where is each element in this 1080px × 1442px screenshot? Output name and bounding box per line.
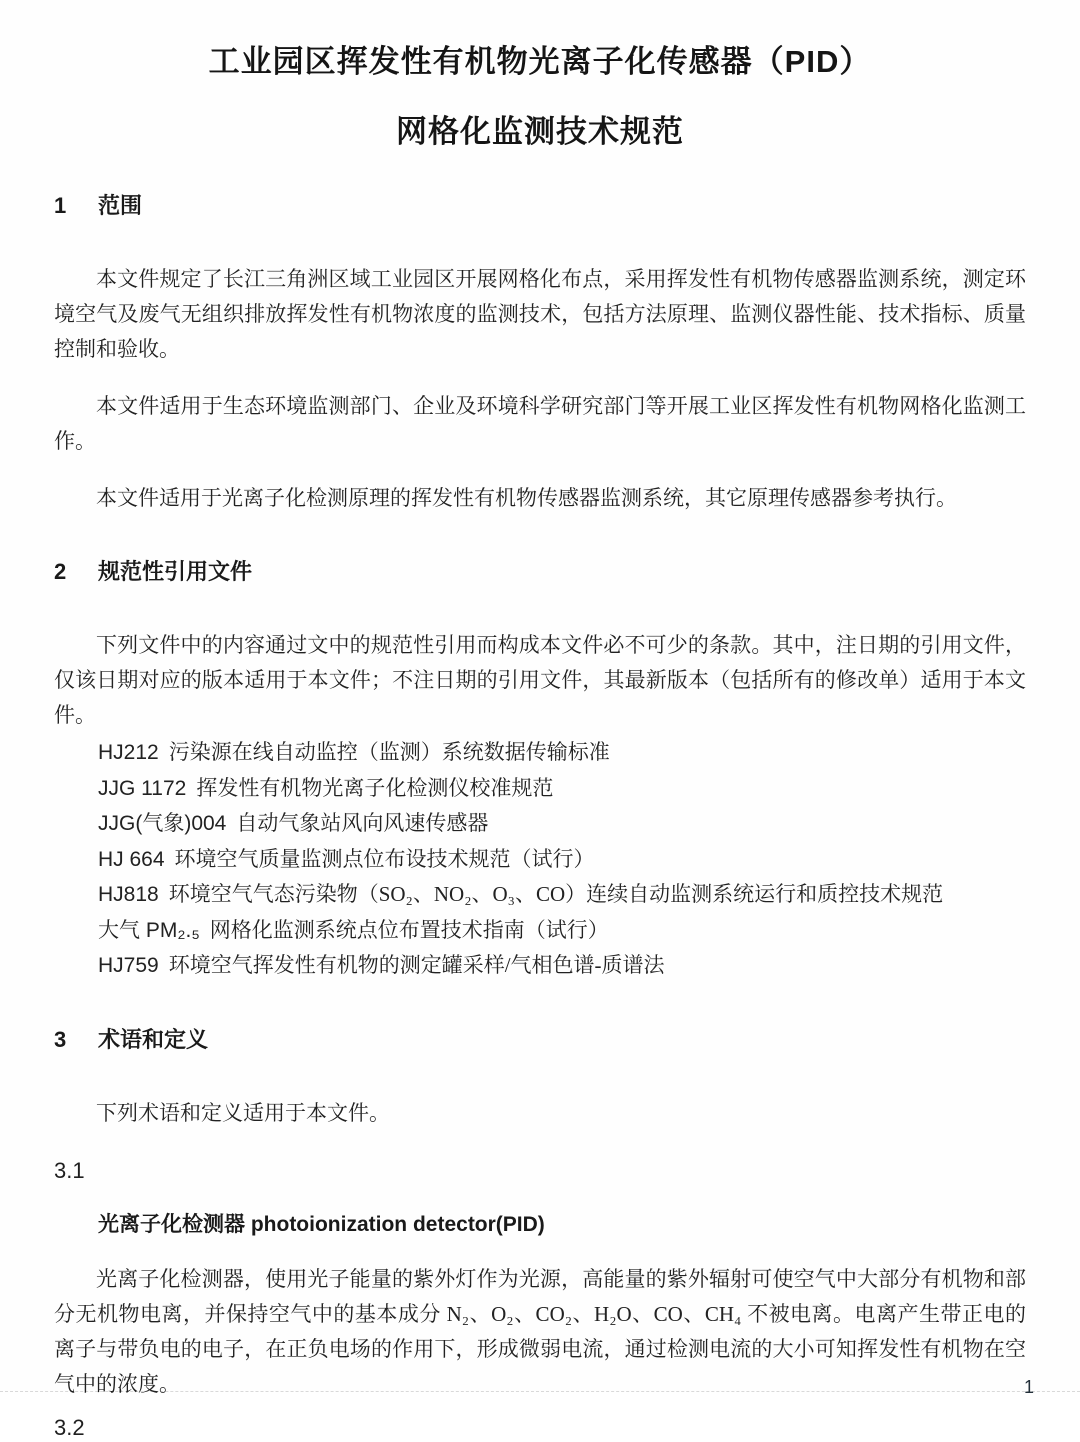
- term-3-1-heading: 光离子化检测器 photoionization detector(PID): [98, 1212, 545, 1236]
- reference-title: 网格化监测系统点位布置技术指南（试行）: [209, 917, 609, 942]
- doc-title-line1: 工业园区挥发性有机物光离子化传感器（PID）: [208, 44, 872, 79]
- section-1-paragraph-3: 本文件适用于光离子化检测原理的挥发性有机物传感器监测系统，其它原理传感器参考执行。: [96, 486, 957, 510]
- section-3-intro: 下列术语和定义适用于本文件。: [96, 1100, 390, 1125]
- reference-code: HJ 664: [98, 847, 165, 871]
- reference-title: 自动气象站风向风速传感器: [236, 811, 489, 835]
- section-2-title: 规范性引用文件: [98, 559, 253, 584]
- doc-title-line2: 网格化监测技术规范: [396, 114, 684, 149]
- reference-title: 挥发性有机物光离子化检测仪校准规范: [196, 775, 554, 800]
- section-1-title: 范围: [98, 193, 143, 218]
- reference-item: [98, 735, 1026, 771]
- reference-item: [98, 948, 1026, 984]
- section-1-number: 1: [54, 193, 67, 218]
- reference-list: [54, 735, 1026, 984]
- section-3-title: 术语和定义: [98, 1026, 209, 1052]
- reference-code: JJG 1172: [98, 776, 187, 800]
- section-2-intro: 下列文件中的内容通过文中的规范性引用而构成本文件必不可少的条款。其中，注日期的引用文件，仅该日期对应的版本适用于本文件；不注日期的引用文件，其最新版本（包括所有的修改单）适用于本文件。: [54, 633, 1026, 727]
- section-2-heading: [54, 558, 1026, 586]
- term-3-2-number: 3.2: [54, 1414, 85, 1440]
- reference-item: [98, 842, 1026, 878]
- reference-code: HJ818: [98, 883, 159, 906]
- reference-title: 环境空气质量监测点位布设技术规范（试行）: [174, 846, 595, 871]
- section-3-heading: [54, 1026, 1026, 1054]
- reference-code: HJ759: [98, 954, 159, 977]
- section-2-number: 2: [54, 559, 67, 584]
- reference-item: [98, 913, 1026, 949]
- reference-code: 大气 PM₂.₅: [98, 918, 200, 942]
- reference-item: [98, 877, 1026, 913]
- reference-item: [98, 806, 1026, 842]
- page-number: 1: [1023, 1377, 1034, 1397]
- reference-item: [98, 771, 1026, 807]
- term-3-1-number: 3.1: [54, 1157, 85, 1183]
- reference-code: JJG(气象)004: [98, 812, 227, 835]
- reference-title: 环境空气气态污染物（SO₂、NO₂、O₃、CO）连续自动监测系统运行和质控技术规范: [168, 882, 944, 906]
- section-1-paragraph-1: 本文件规定了长江三角洲区域工业园区开展网格化布点，采用挥发性有机物传感器监测系统，测定环境空气及废气无组织排放挥发性有机物浓度的监测技术，包括方法原理、监测仪器性能、技术指标、质量控制和验收。: [54, 267, 1026, 361]
- section-3-number: 3: [54, 1026, 67, 1052]
- section-1-heading: [54, 192, 1026, 220]
- reference-title: 环境空气挥发性有机物的测定罐采样/气相色谱-质谱法: [168, 953, 665, 977]
- section-1-paragraph-2: 本文件适用于生态环境监测部门、企业及环境科学研究部门等开展工业区挥发性有机物网格化监测工作。: [54, 394, 1026, 453]
- reference-code: HJ212: [98, 741, 159, 764]
- term-3-1-definition: 光离子化检测器，使用光子能量的紫外灯作为光源，高能量的紫外辐射可使空气中大部分有机物和部分无机物电离，并保持空气中的基本成分 N₂、O₂、CO₂、H₂O、CO、CH₄ 不被电离。电离产生带正电的离子与带负电的电子，在正负电场的作用下，形成微弱电流，通过检测电流的大小可知挥发性有机物在空气中的浓度。: [54, 1266, 1026, 1396]
- reference-title: 污染源在线自动监控（监测）系统数据传输标准: [168, 740, 610, 764]
